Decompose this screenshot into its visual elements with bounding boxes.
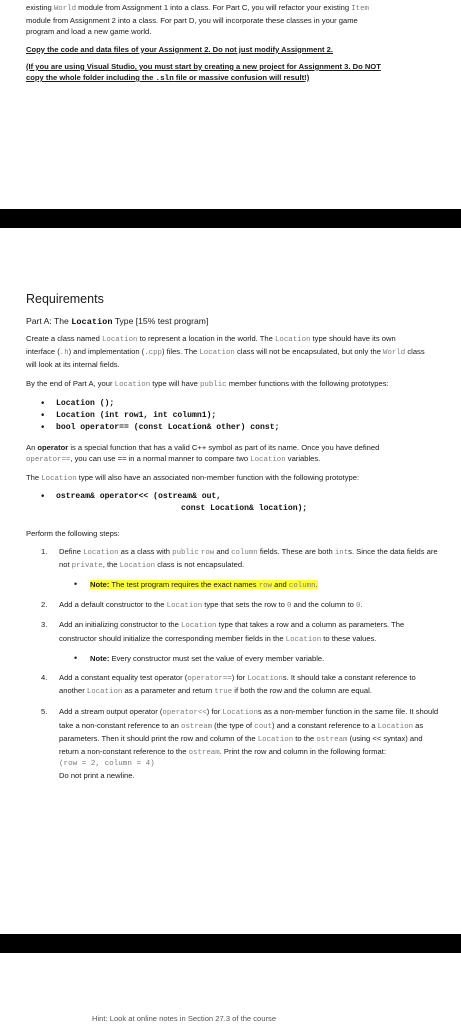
text-run: as a class with [118,546,173,556]
inline-code: ostream [188,749,220,758]
nonmember-prototype-line-2: const Location& location); [181,504,308,514]
step-3-text [59,619,440,645]
inline-code: Location [114,380,151,389]
text-run: class is not encapsulated. [155,559,245,569]
text-run: Create a class named [26,334,102,343]
inline-code: operator== [187,675,232,684]
step-1-number: 1. [41,546,48,556]
inline-code: row [200,548,215,557]
inline-code: Location [222,709,258,718]
step-3 [26,619,440,645]
text-run: , the [102,559,120,569]
step-5-end: Do not print a newline. [59,771,135,781]
intro-line-2: module from Assignment 2 into a class. For part D, you will incorporate these classes in your game [26,16,358,26]
text-run: if both the row and the column are equal. [232,686,372,696]
vs-note-line-2: copy the whole folder including the .sln file or massive confusion will result!) [26,73,310,84]
text-run: Every constructor must set the value of every member variable. [109,653,325,663]
step-1 [26,546,440,572]
inline-code: column [288,582,316,591]
inline-code: .cpp [144,349,162,358]
copy-note: Copy the code and data files of your Assignment 2. Do not just modify Assignment 2. [26,44,334,54]
text-run: Add a constant equality test operator ( [59,673,188,683]
inline-code: Location [199,349,235,358]
nonmember-prototype-line-1: • ostream& operator<< (ostream& out, [26,491,446,503]
inline-code: Location [86,688,123,697]
text-run: By the end of Part A, your [26,378,115,388]
inline-code: Location [83,548,119,557]
inline-code: Location [247,675,283,684]
intro-line-3: program and load a new game world. [26,27,152,37]
step-3-number: 3. [41,620,48,630]
vs-note-line-1: (If you are using Visual Studio, you must start by creating a new project for Assignment 3. Do NOT [26,61,381,71]
requirements-section [0,292,446,781]
text-run: Add an initializing constructor to the [59,620,181,630]
text-run: as a parameter and return [122,686,215,696]
inline-code: public [172,548,199,557]
prototype-intro-paragraph [26,378,426,391]
step-5 [26,706,440,781]
intro-line-1: existing World module from Assignment 1 into a class. For Part C, you will refactor your existing Item [26,3,369,13]
text-run: class will not be encapsulated, but only the [234,347,384,357]
step-5-text [59,706,440,759]
text-run: type that sets the row to [202,600,287,610]
inline-code: row [258,582,272,591]
part-a-heading: Part A: The Location Type [15% test program] [26,316,209,327]
bold-text: Note: [90,580,110,590]
inline-code: .h [59,349,69,358]
text-run: type should have its own interface ( [26,334,396,357]
text-run: to the [293,733,317,743]
step-3-note [26,653,446,664]
step-1-text [59,546,440,572]
text-run: class will look at its internal fields. [26,347,425,370]
requirements-heading: Requirements [26,292,104,306]
text-run: , you can use == in a normal manner to compare two [70,454,251,464]
nonmember-paragraph [26,472,436,485]
step-5-number: 5. [41,707,48,717]
inline-code: Location [101,336,138,344]
inline-code: operator<< [162,709,207,718]
inline-code: Location [166,602,203,611]
inline-code: 0 [356,602,361,611]
perform-steps-heading: Perform the following steps: [26,529,120,539]
text-run: type will also have an associated non-member function with the following prototype: [76,473,360,483]
inline-code: World [383,349,406,358]
inline-code: column [231,548,258,557]
text-run: Define [59,546,84,556]
text-run: and the column to [291,600,357,610]
text-run: and [214,546,232,556]
text-run: s as a non-member function in the same file. It should take a non-constant reference to an [59,707,439,730]
text-run: . Print the row and column in the following format: [219,747,386,757]
text-run: fields. These are both [257,546,335,556]
text-run: type that takes a row and a column as parameters. The constructor should initialize the corresponding member fields in the [59,620,405,643]
bold-text: Note: [90,653,110,663]
prototype-equality-operator: • bool operator== (const Location& other) const; [26,422,446,434]
text-run: ) and a constant reference to a [272,720,378,730]
inline-code: Location [377,722,414,731]
inline-code: public [199,380,227,389]
part-a-intro-paragraph [26,333,426,371]
text-run: s. Since the data fields are not [59,546,438,569]
text-run: to these values. [321,633,377,643]
text-run: and [272,580,289,590]
text-run: ) for [206,707,223,717]
inline-code: ostream [181,722,213,731]
page-break-bar [0,209,461,228]
inline-code: true [214,688,233,697]
text-run: (the type of [212,720,255,730]
inline-code: int [334,548,349,557]
text-run: as parameters. Then it should print the row and column of the [59,720,424,743]
nonmember-prototype [26,491,446,515]
text-run: variables. [285,454,321,464]
step-2-text [59,599,440,612]
prototype-default-constructor: • Location (); [26,398,446,410]
text-run: ) and implementation ( [68,347,145,357]
inline-code: Location [274,336,311,344]
inline-code: Location [181,622,217,631]
text-run: . [360,600,363,610]
step-5-format: (row = 2, column = 4) [59,760,155,769]
text-run: s. It should take a constant reference to another [59,673,416,696]
prototype-init-constructor: • Location (int row1, int column1); [26,410,446,422]
step-4-text [59,672,440,698]
step-4-number: 4. [41,673,48,683]
step-2 [26,599,440,612]
text-run: Add a stream output operator ( [59,707,163,717]
inline-code: ostream [316,735,348,744]
text-run: ) files. The [161,347,200,357]
inline-code: Location [119,561,156,570]
footer-partial-text: Hint: Look at online notes in Section 27.3 of the course [92,1014,277,1023]
steps-list [26,546,446,782]
text-run: (using << syntax) and return a non-constant reference to the [59,733,423,757]
text-run: . [315,580,318,590]
inline-code: private [71,561,103,570]
step-2-number: 2. [41,600,48,610]
bold-text: operator [37,442,69,452]
page-break-bar-2 [0,934,461,953]
text-run: type will have [150,378,200,388]
text-run: Add a default constructor to the [59,600,167,610]
inline-code: operator== [26,456,71,465]
text-run: member functions with the following prototypes: [226,378,389,388]
inline-code: Location [285,635,322,644]
inline-code: cout [254,722,273,731]
prototype-list [26,398,446,434]
text-run: The test program requires the exact names [109,580,259,590]
inline-code: 0 [286,602,292,611]
text-run: The [26,473,42,483]
text-run: is a special function that has a valid C++ symbol as part of its name. Once you have defined [68,442,380,452]
text-run: An [26,442,38,452]
text-run: to represent a location in the world. The [137,334,275,343]
step-1-note [26,579,446,592]
inline-code: Location [257,735,294,744]
operator-paragraph [26,442,426,466]
text-run: ) for [231,673,248,683]
inline-code: Location [41,475,77,484]
inline-code: Location [250,456,286,465]
intro-section [0,0,446,85]
step-4 [26,672,440,698]
